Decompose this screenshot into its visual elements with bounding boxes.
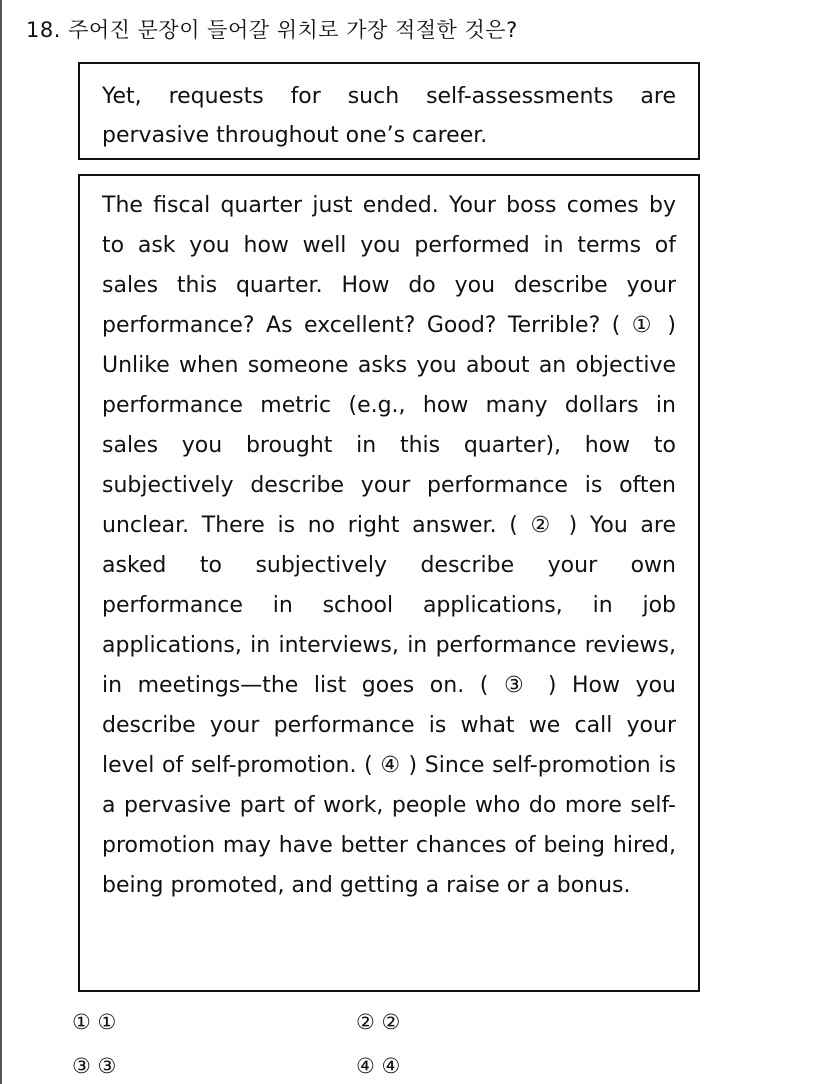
choice-3-value: ③	[97, 1054, 117, 1078]
choice-3[interactable]	[72, 1054, 116, 1078]
given-sentence: Yet, requests for such self-assessments are pervasive throughout one’s career.	[102, 84, 676, 148]
question-text: 주어진 문장이 들어갈 위치로 가장 적절한 것은?	[68, 18, 518, 42]
choice-4[interactable]	[356, 1054, 400, 1078]
choice-1-value: ①	[97, 1010, 117, 1034]
choice-4-label: ④	[356, 1054, 375, 1078]
choice-1-label: ①	[72, 1010, 91, 1034]
passage-segment-3: How you describe your performance is what we call your level of self-promotion.	[102, 673, 676, 778]
passage-segment-0: The fiscal quarter just ended. Your boss comes by to ask you how well you performed in terms of sales this quarter. How do you describe your performance? As excellent? Good? Terrible?	[102, 193, 676, 338]
passage-segment-1: Unlike when someone asks you about an objective performance metric (e.g., how many dollars in sales you brought in this quarter), how to subjectively describe your performance is often unclear. There is no right answer.	[102, 353, 676, 538]
choice-3-label: ③	[72, 1054, 91, 1078]
question-number: 18.	[26, 18, 61, 42]
choice-2-label: ②	[356, 1010, 375, 1034]
given-sentence-box	[78, 62, 700, 160]
position-marker-3: ( ③ )	[479, 673, 557, 698]
page-left-border	[0, 0, 2, 1084]
choice-4-value: ④	[381, 1054, 401, 1078]
choice-1[interactable]	[72, 1010, 116, 1034]
passage-box	[78, 174, 700, 992]
question-header	[26, 14, 518, 44]
passage-segment-4: Since self-promotion is a pervasive part of work, people who do more self-promotion may have better chances of being hired, being promoted, and getting a raise or a bonus.	[102, 753, 676, 898]
choice-2-value: ②	[381, 1010, 401, 1034]
position-marker-4: ( ④ )	[364, 753, 418, 778]
passage-segment-2: You are asked to subjectively describe your own performance in school applications, in job applications, in interviews, in performance reviews, in meetings—the list goes on.	[102, 513, 677, 698]
choice-2[interactable]	[356, 1010, 400, 1034]
position-marker-2: ( ② )	[509, 513, 578, 538]
position-marker-1: ( ① )	[611, 313, 677, 338]
